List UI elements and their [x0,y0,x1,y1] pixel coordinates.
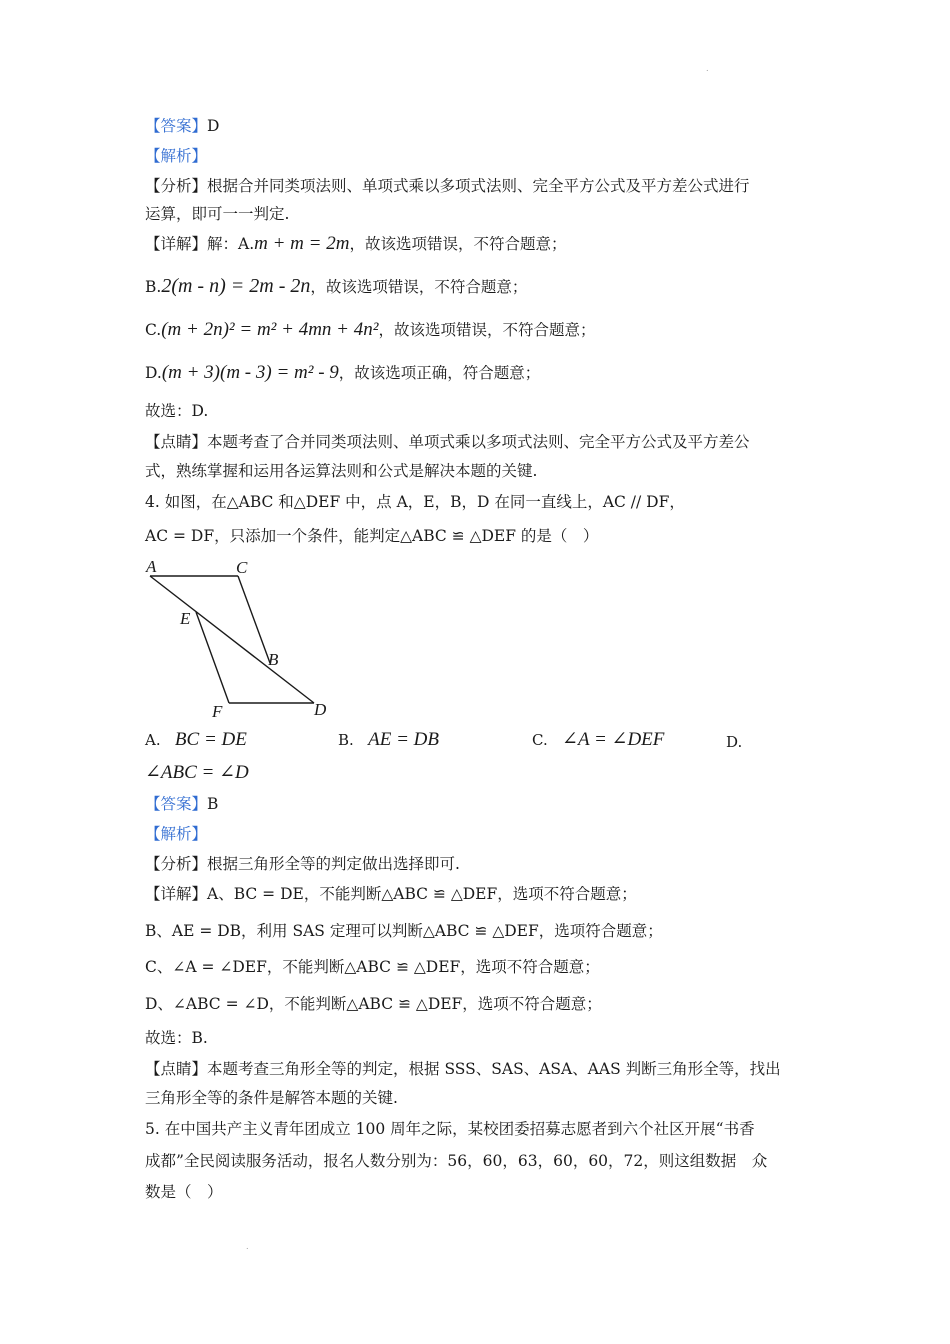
q4-stem-line1: 4. 如图，在△ABC 和△DEF 中，点 A，E，B，D 在同一直线上，AC // DF， [145,493,685,511]
detail-d-prefix: D. [145,364,162,382]
q3-choose: 故选：D. [145,402,209,420]
q4-detail-a [145,883,637,905]
answer-tag: 【答案】 [145,795,208,813]
dianjing-tag: 【点睛】 [145,1060,208,1078]
detail-d-math: (m + 3)(m - 3) = m² - 9 [161,362,339,383]
q3-dianjing-line2: 式，熟练掌握和运用各运算法则和公式是解决本题的关键. [145,462,538,480]
detail-b-math: 2(m - n) = 2m - 2n [161,275,311,297]
analysis-tag: 【解析】 [145,147,208,165]
segment-ef [196,612,229,703]
detail-c-text: ，故该选项错误，不符合题意； [378,321,596,339]
q4-detail-d: D、∠ABC = ∠D，不能判断△ABC ≌ △DEF，选项不符合题意； [145,995,602,1013]
q4-figure [140,555,340,725]
option-c-letter: C. [532,731,548,749]
q3-dianjing-line1 [145,431,750,453]
fenxi-text: 根据三角形全等的判定做出选择即可. [207,855,460,873]
option-a-letter: A. [145,731,161,749]
detail-d-text: ，故该选项正确，符合题意； [338,364,541,382]
segment-ad [150,576,314,703]
q4-detail-b: B、AE = DB，利用 SAS 定理可以判断△ABC ≌ △DEF，选项符合题意； [145,922,663,940]
option-b-math: AE = DB [368,729,439,750]
fenxi-text: 根据合并同类项法则、单项式乘以多项式法则、完全平方公式及平方差公式进行 [207,177,750,195]
detail-tag: 【详解】 [145,885,208,903]
q3-detail-c [145,319,595,341]
option-b[interactable] [338,729,439,751]
detail-b-prefix: B. [145,278,162,296]
label-c: C [236,558,248,577]
detail-b-text: ，故该选项错误，不符合题意； [310,278,528,296]
option-d[interactable] [726,731,742,753]
q4-dianjing-line2: 三角形全等的条件是解答本题的关键. [145,1089,398,1107]
label-b: B [268,650,279,669]
detail-a-text: ，故该选项错误，不符合题意； [349,235,567,253]
dianjing-text: 本题考查三角形全等的判定，根据 SSS、SAS、ASA、AAS 判断三角形全等，找出 [207,1060,781,1078]
q3-detail-d [145,362,540,384]
dianjing-tag: 【点睛】 [145,433,208,451]
q3-answer-line [145,115,219,137]
fenxi-tag: 【分析】 [145,177,208,195]
detail-c-prefix: C. [145,321,162,339]
answer-value: D [207,117,220,135]
option-c-math: ∠A = ∠DEF [562,729,665,750]
analysis-tag: 【解析】 [145,825,208,843]
detail-a-text: A、BC = DE，不能判断△ABC ≌ △DEF，选项不符合题意； [207,885,637,903]
label-e: E [180,609,191,628]
q3-fenxi-line1 [145,175,750,197]
segment-cb [238,576,270,663]
option-d-body [145,762,249,784]
page-mark-bottom: . [246,1242,249,1251]
option-b-letter: B. [338,731,354,749]
option-d-math: ∠ABC = ∠D [145,762,249,783]
label-a: A [146,557,157,576]
detail-a-prefix: 解：A. [207,235,255,253]
q4-detail-c: C、∠A = ∠DEF，不能判断△ABC ≌ △DEF，选项不符合题意； [145,958,600,976]
option-d-letter: D. [726,733,743,751]
q4-answer-line [145,793,218,815]
answer-value: B [207,795,219,813]
label-d: D [314,700,327,719]
label-f: F [212,702,223,721]
detail-tag: 【详解】 [145,235,208,253]
option-a-math: BC = DE [174,729,247,750]
dianjing-text: 本题考查了合并同类项法则、单项式乘以多项式法则、完全平方公式及平方差公 [207,433,750,451]
q4-dianjing-line1 [145,1058,781,1080]
q5-stem-line1: 5. 在中国共产主义青年团成立 100 周年之际，某校团委招募志愿者到六个社区开展“书香 [145,1120,755,1138]
q4-choose: 故选：B. [145,1029,208,1047]
option-c[interactable] [532,729,664,751]
q3-fenxi-line2: 运算，即可一一判定. [145,205,290,223]
q4-fenxi [145,853,460,875]
fenxi-tag: 【分析】 [145,855,208,873]
detail-a-math: m + m = 2m [254,233,350,254]
q5-stem-line2: 成都”全民阅读服务活动，报名人数分别为：56，60，63，60，60，72，则这组数据 众 [145,1152,768,1170]
q3-detail-a [145,233,566,255]
page-mark-top: . [706,64,709,73]
q5-stem-line3: 数是（ ） [145,1183,223,1201]
q3-detail-b [145,275,527,298]
option-a[interactable] [145,729,247,751]
q4-stem-line2: AC = DF，只添加一个条件，能判定△ABC ≌ △DEF 的是（ ） [145,527,599,545]
detail-c-math: (m + 2n)² = m² + 4mn + 4n² [161,319,379,340]
answer-tag: 【答案】 [145,117,208,135]
